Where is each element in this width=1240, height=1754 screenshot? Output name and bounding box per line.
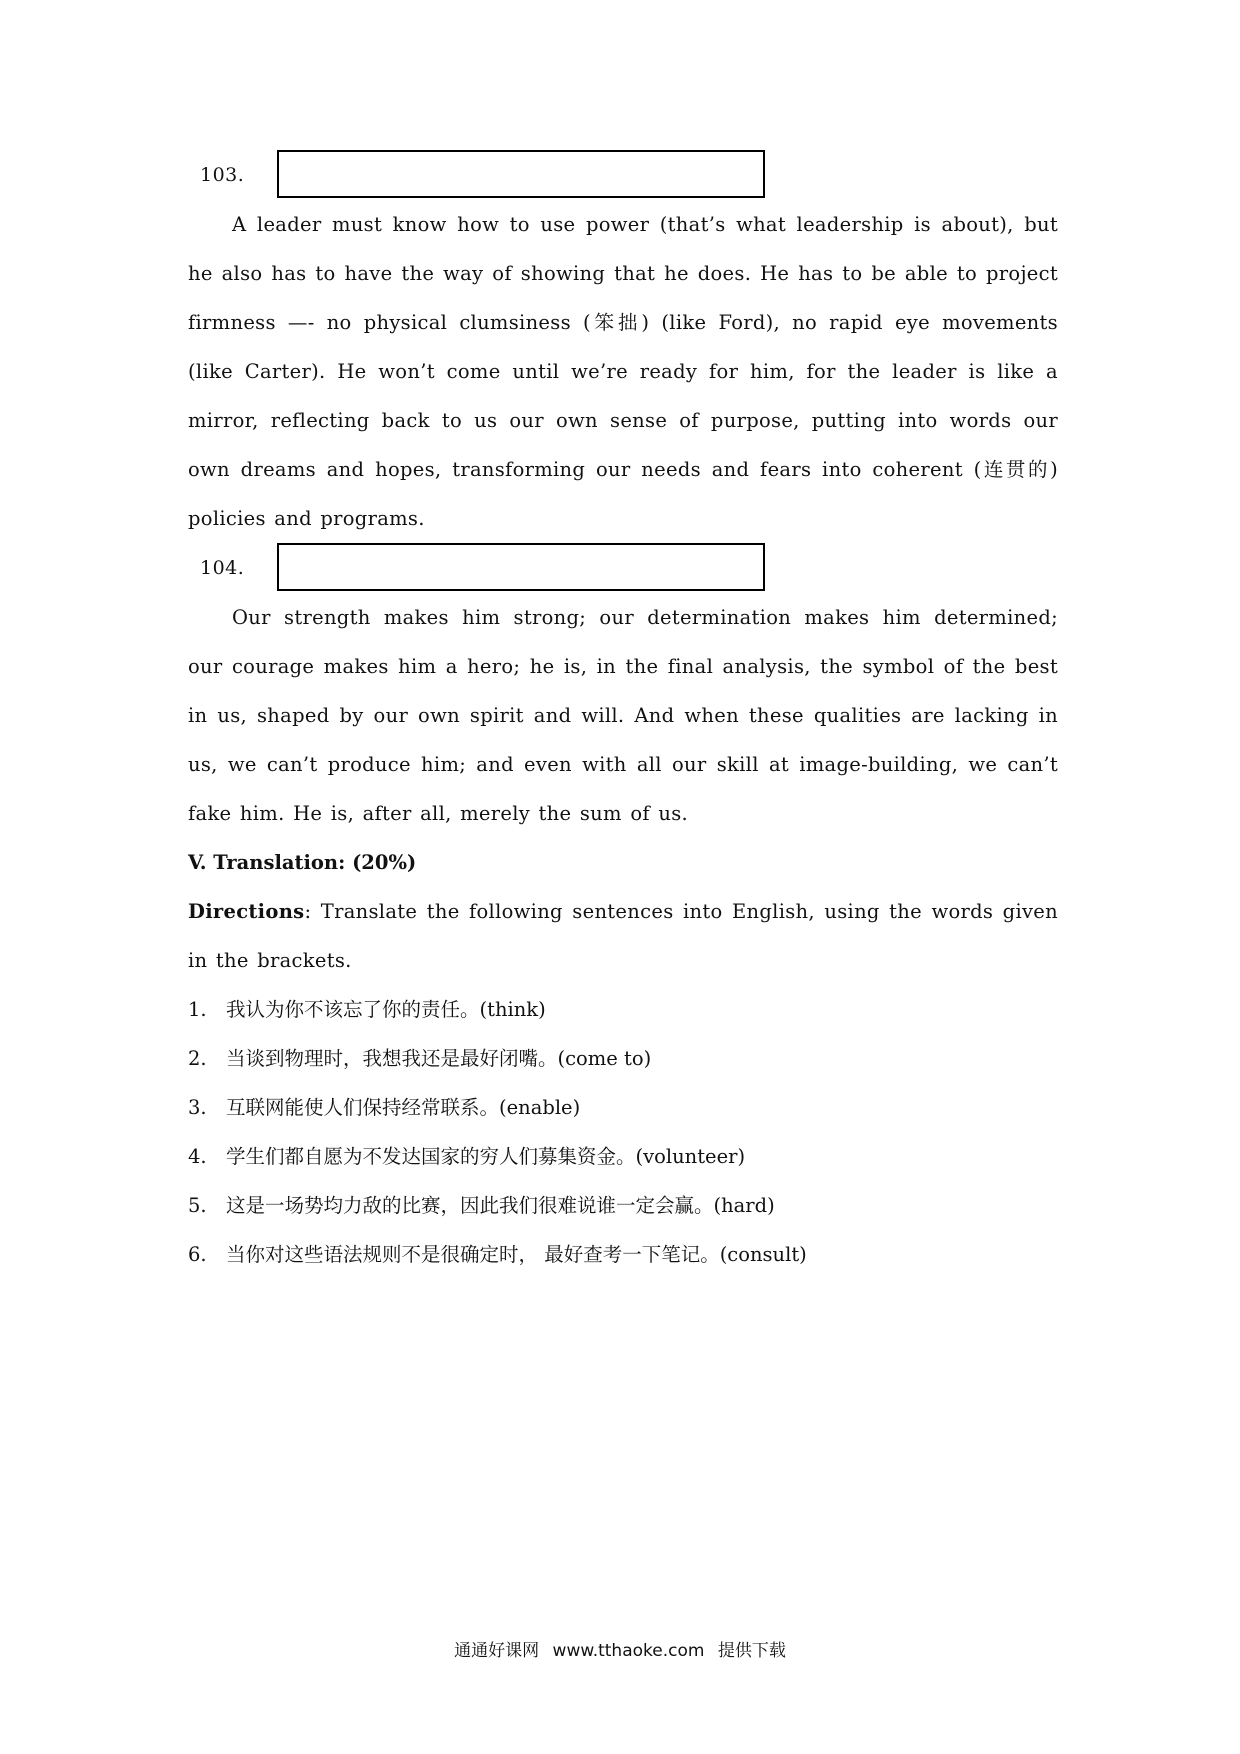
paragraph-104: Our strength makes him strong; our determination makes him determined; our courage makes him a hero; he is, in the final analysis, the symbol of the best in us, shaped by our own spirit and will. And when these qualities are lacking in us, we can’t produce him; and even with all our skill at image-building, we can’t fake him. He is, after all, merely the sum of us. xyxy=(188,606,1058,825)
section-title: V. Translation: (20%) xyxy=(188,851,417,874)
directions-label: Directions xyxy=(188,900,305,923)
list-item xyxy=(188,1083,1058,1132)
list-item xyxy=(188,985,1058,1034)
directions xyxy=(188,887,1058,985)
list-item xyxy=(188,1181,1058,1230)
item-text: 互联网能使人们保持经常联系。(enable) xyxy=(226,1096,581,1119)
question-number-104: 104. xyxy=(200,557,245,579)
list-item xyxy=(188,1230,1058,1279)
item-number: 6. xyxy=(188,1243,207,1266)
answer-box-104[interactable] xyxy=(277,543,765,591)
item-number: 3. xyxy=(188,1096,207,1119)
item-text: 当谈到物理时，我想我还是最好闭嘴。(come to) xyxy=(226,1047,652,1070)
paragraph-103: A leader must know how to use power (that’s what leadership is about), but he also has to have the way of showing that he does. He has to be able to project firmness —- no physical clumsiness (笨拙) (like Ford), no rapid eye movements (like Carter). He won’t come until we’re ready for him, for the leader is like a mirror, reflecting back to us our own sense of purpose, putting into words our own dreams and hopes, transforming our needs and fears into coherent (连贯的) policies and programs. xyxy=(188,213,1058,530)
question-104-row xyxy=(200,543,1058,593)
footer-url[interactable]: www.tthaoke.com xyxy=(552,1641,705,1661)
page-footer xyxy=(0,1636,1240,1661)
question-103-row xyxy=(200,150,1058,200)
item-number: 1. xyxy=(188,998,207,1021)
item-text: 当你对这些语法规则不是很确定时， 最好查考一下笔记。(consult) xyxy=(226,1243,807,1266)
answer-box-103[interactable] xyxy=(277,150,765,198)
item-number: 5. xyxy=(188,1194,207,1217)
footer-site-name: 通通好课网 xyxy=(454,1641,540,1661)
question-number-103: 103. xyxy=(200,164,245,186)
footer-tail: 提供下载 xyxy=(717,1641,786,1661)
item-text: 学生们都自愿为不发达国家的穷人们募集资金。(volunteer) xyxy=(226,1145,746,1168)
page-content xyxy=(188,150,1058,1279)
list-item xyxy=(188,1132,1058,1181)
item-text: 我认为你不该忘了你的责任。(think) xyxy=(226,998,546,1021)
item-number: 4. xyxy=(188,1145,207,1168)
directions-text: : Translate the following sentences into English, using the words given in the brackets. xyxy=(188,900,1058,972)
translation-list xyxy=(188,985,1058,1279)
item-text: 这是一场势均力敌的比赛，因此我们很难说谁一定会赢。(hard) xyxy=(226,1194,775,1217)
item-number: 2. xyxy=(188,1047,207,1070)
list-item xyxy=(188,1034,1058,1083)
